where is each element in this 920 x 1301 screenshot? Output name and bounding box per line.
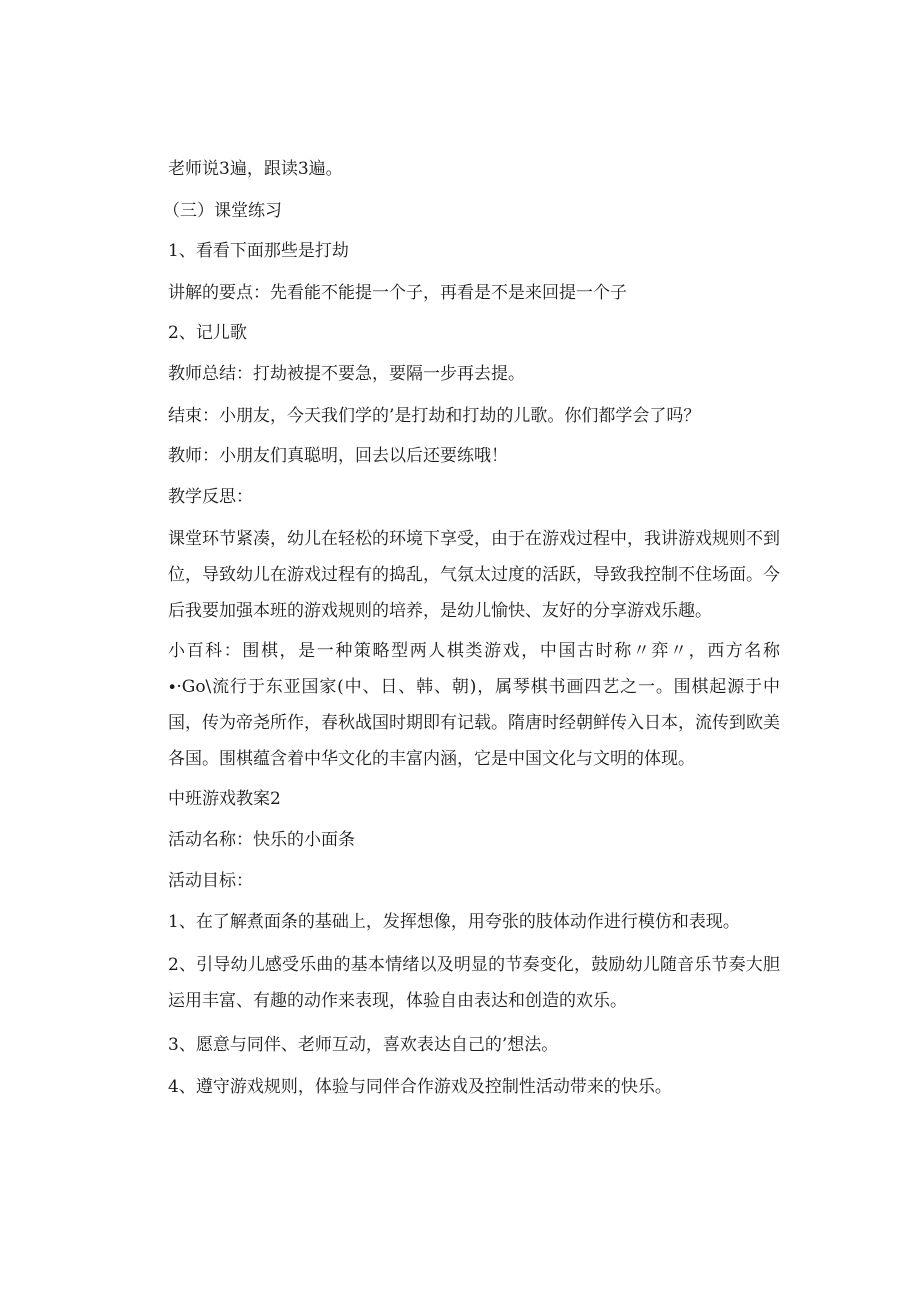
paragraph-teacher-praise: 教师：小朋友们真聪明，回去以后还要练哦！	[168, 446, 508, 466]
paragraph-exercise-1: 1、看看下面那些是打劫	[168, 241, 349, 261]
paragraph-reflection-body: 课堂环节紧凑，幼儿在轻松的环境下享受，由于在游戏过程中，我讲游戏规则不到位，导致幼儿在游戏过程有的捣乱，气氛太过度的活跃，导致我控制不住场面。今后我要加强本班的游戏规则的培养，是幼儿愉快、友好的分享游戏乐趣。	[168, 529, 780, 621]
paragraph-teacher-summary: 教师总结：打劫被提不要急，要隔一步再去提。	[168, 364, 525, 384]
heading-activity-goals: 活动目标：	[168, 871, 253, 891]
paragraph-exercise-2: 2、记儿歌	[168, 323, 247, 343]
paragraph-follow-reading: 老师说3遍，跟读3遍。	[168, 159, 343, 179]
paragraph-goal-4: 4、遵守游戏规则，体验与同伴合作游戏及控制性活动带来的快乐。	[168, 1077, 672, 1097]
paragraph-activity-name: 活动名称：快乐的小面条	[168, 830, 355, 850]
paragraph-goal-1: 1、在了解煮面条的基础上，发挥想像，用夸张的肢体动作进行模仿和表现。	[168, 912, 740, 932]
heading-lesson-plan-2: 中班游戏教案2	[168, 789, 281, 809]
paragraph-goal-2: 2、引导幼儿感受乐曲的基本情绪以及明显的节奏变化，鼓励幼儿随音乐节奏大胆运用丰富、有趣的动作来表现，体验自由表达和创造的欢乐。	[168, 955, 780, 1011]
paragraph-goal-3: 3、愿意与同伴、老师互动，喜欢表达自己的’想法。	[168, 1035, 559, 1055]
heading-classroom-practice: （三）课堂练习	[163, 201, 282, 221]
paragraph-encyclopedia: 小百科：围棋，是一种策略型两人棋类游戏，中国古时称〃弈〃，西方名称∙·Go\流行于东亚国家(中、日、韩、朝)，属琴棋书画四艺之一。围棋起源于中国，传为帝尧所作，春秋战国时期即有记载。隋唐时经朝鲜传入日本，流传到欧美各国。围棋蕴含着中华文化的丰富内涵，它是中国文化与文明的体现。	[168, 641, 780, 769]
paragraph-explanation-points: 讲解的要点：先看能不能提一个子，再看是不是来回提一个子	[168, 283, 627, 303]
paragraph-ending: 结束：小朋友，今天我们学的’是打劫和打劫的儿歌。你们都学会了吗？	[168, 406, 701, 426]
heading-teaching-reflection: 教学反思：	[168, 487, 253, 507]
